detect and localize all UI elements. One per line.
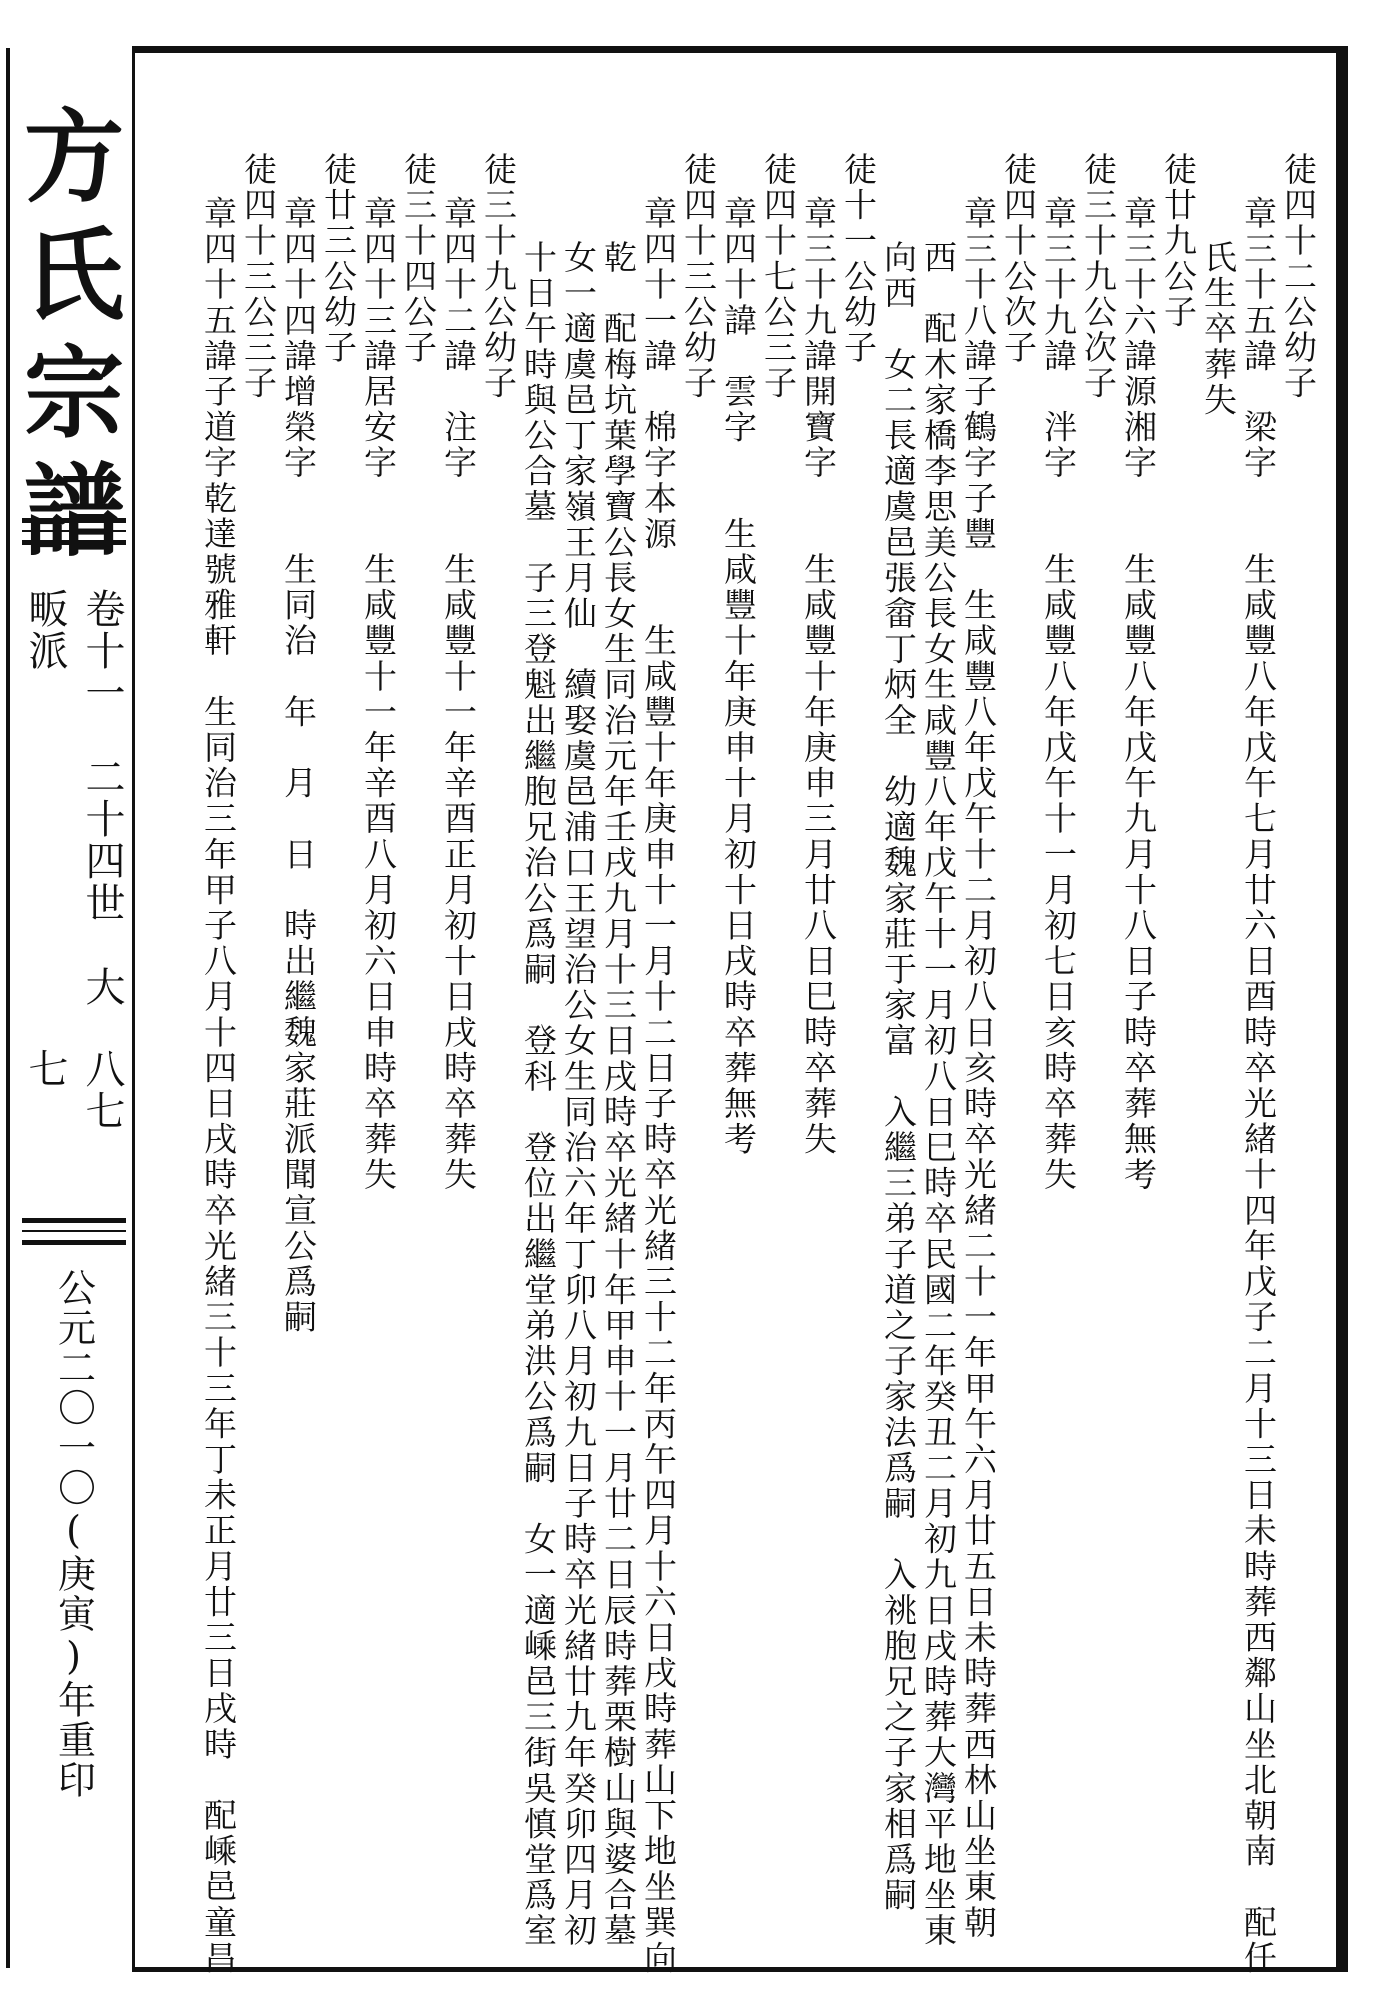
entry-column: 章四十三諱居安字 生咸豐十一年辛酉八月初六日申時卒葬失 — [359, 196, 398, 1193]
entry-column: 十日午時與公合墓 子三登魁出繼胞兄治公爲嗣 登科 登位出繼堂弟洪公爲嗣 女一適嵊邑三街吳慎堂爲室 — [519, 240, 558, 1949]
entry-column: 徒四十三公幼子 — [679, 152, 718, 402]
entry-column: 徒十一公幼子 — [839, 152, 878, 366]
entry-column: 徒三十九公次子 — [1079, 152, 1118, 402]
entry-column: 徒四十公次子 — [999, 152, 1038, 366]
left-edge-rule — [6, 48, 10, 1968]
entry-column: 徒廿三公幼子 — [319, 152, 358, 366]
entry-column: 徒四十三公三子 — [239, 152, 278, 402]
entry-column: 徒四十七公三子 — [759, 152, 798, 402]
title-char: 宗 — [24, 334, 124, 452]
entry-column: 章四十一諱 棉字本源 生咸豐十年庚申十一月十二日子時卒光緒三十二年丙午四月十六日戌時葬山下地坐巽向 — [639, 196, 678, 1976]
entry-column: 章四十諱 雲字 生咸豐十年庚申十月初十日戌時卒葬無考 — [719, 196, 758, 1158]
reprint-divider — [22, 1218, 126, 1223]
entry-column: 氏生卒葬失 — [1199, 240, 1238, 418]
entry-column: 章三十五諱 梁字 生咸豐八年戊午七月廿六日酉時卒光緒十四年戊子二月十三日未時葬西鄰山坐北朝南 配任 — [1239, 196, 1278, 1976]
entry-column: 章四十五諱子道字乾達號雅軒 生同治三年甲子八月十四日戌時卒光緒三十三年丁未正月廿三日戌時 配嵊邑童昌 — [199, 196, 238, 1976]
entry-column: 向西 女二長適虞邑張畲丁炳全 幼適魏家莊于家富 入繼三弟子道之子家法爲嗣 入祧胞兄之子家相爲嗣 — [879, 240, 918, 1914]
entry-column: 章四十四諱增榮字 生同治 年 月 日 時出繼魏家莊派聞宣公爲嗣 — [279, 196, 318, 1336]
genealogy-text — [168, 152, 1318, 1976]
page-number: 八七七 — [22, 1048, 125, 1132]
book-title — [18, 98, 130, 570]
entry-column: 章四十二諱 注字 生咸豐十一年辛酉正月初十日戌時卒葬失 — [439, 196, 478, 1193]
reprint-note: 公元二〇一〇(庚寅)年重印 — [51, 1268, 96, 1800]
entry-column: 徒三十四公子 — [399, 152, 438, 366]
title-strip — [18, 48, 130, 1968]
entry-column: 章三十六諱源湘字 生咸豐八年戊午九月十八日子時卒葬無考 — [1119, 196, 1158, 1193]
entry-column: 章三十九諱開寶字 生咸豐十年庚申三月廿八日巳時卒葬失 — [799, 196, 838, 1158]
entry-column: 乾 配梅坑葉學寶公長女生同治元年壬戌九月十三日戌時卒光緒十年甲申十一月廿二日辰時葬栗樹山與婆合墓 — [599, 240, 638, 1949]
title-divider — [22, 530, 126, 532]
title-char: 氏 — [24, 216, 124, 334]
title-divider — [22, 540, 126, 545]
entry-column: 徒四十二公幼子 — [1279, 152, 1318, 402]
frame-right-rule — [1336, 46, 1348, 1970]
entry-column: 徒三十九公幼子 — [479, 152, 518, 402]
entry-column: 徒廿九公子 — [1159, 152, 1198, 330]
entry-column: 西 配木家橋李思美公長女生咸豐八年戊午十一月初八日巳時卒民國二年癸丑二月初九日戌時葬大灣平地坐東 — [919, 240, 958, 1949]
entry-column: 章三十八諱子鶴字子豐 生咸豐八年戊午十二月初八日亥時卒光緒二十一年甲午六月廿五日未時葬西林山坐東朝 — [959, 196, 998, 1941]
entry-column: 章三十九諱 泮字 生咸豐八年戊午十一月初七日亥時卒葬失 — [1039, 196, 1078, 1193]
volume-label: 卷十一 二十四世 大畈派 — [22, 588, 125, 1008]
title-divider — [22, 518, 126, 523]
reprint-divider — [22, 1240, 126, 1245]
entry-column: 女一適虞邑丁家嶺王月仙 續娶虞邑浦口王望治公女生同治六年丁卯八月初九日子時卒光緒廿九年癸卯四月初 — [559, 240, 598, 1949]
title-char: 方 — [24, 98, 124, 216]
reprint-divider — [22, 1230, 126, 1232]
title-char: 譜 — [24, 452, 124, 570]
